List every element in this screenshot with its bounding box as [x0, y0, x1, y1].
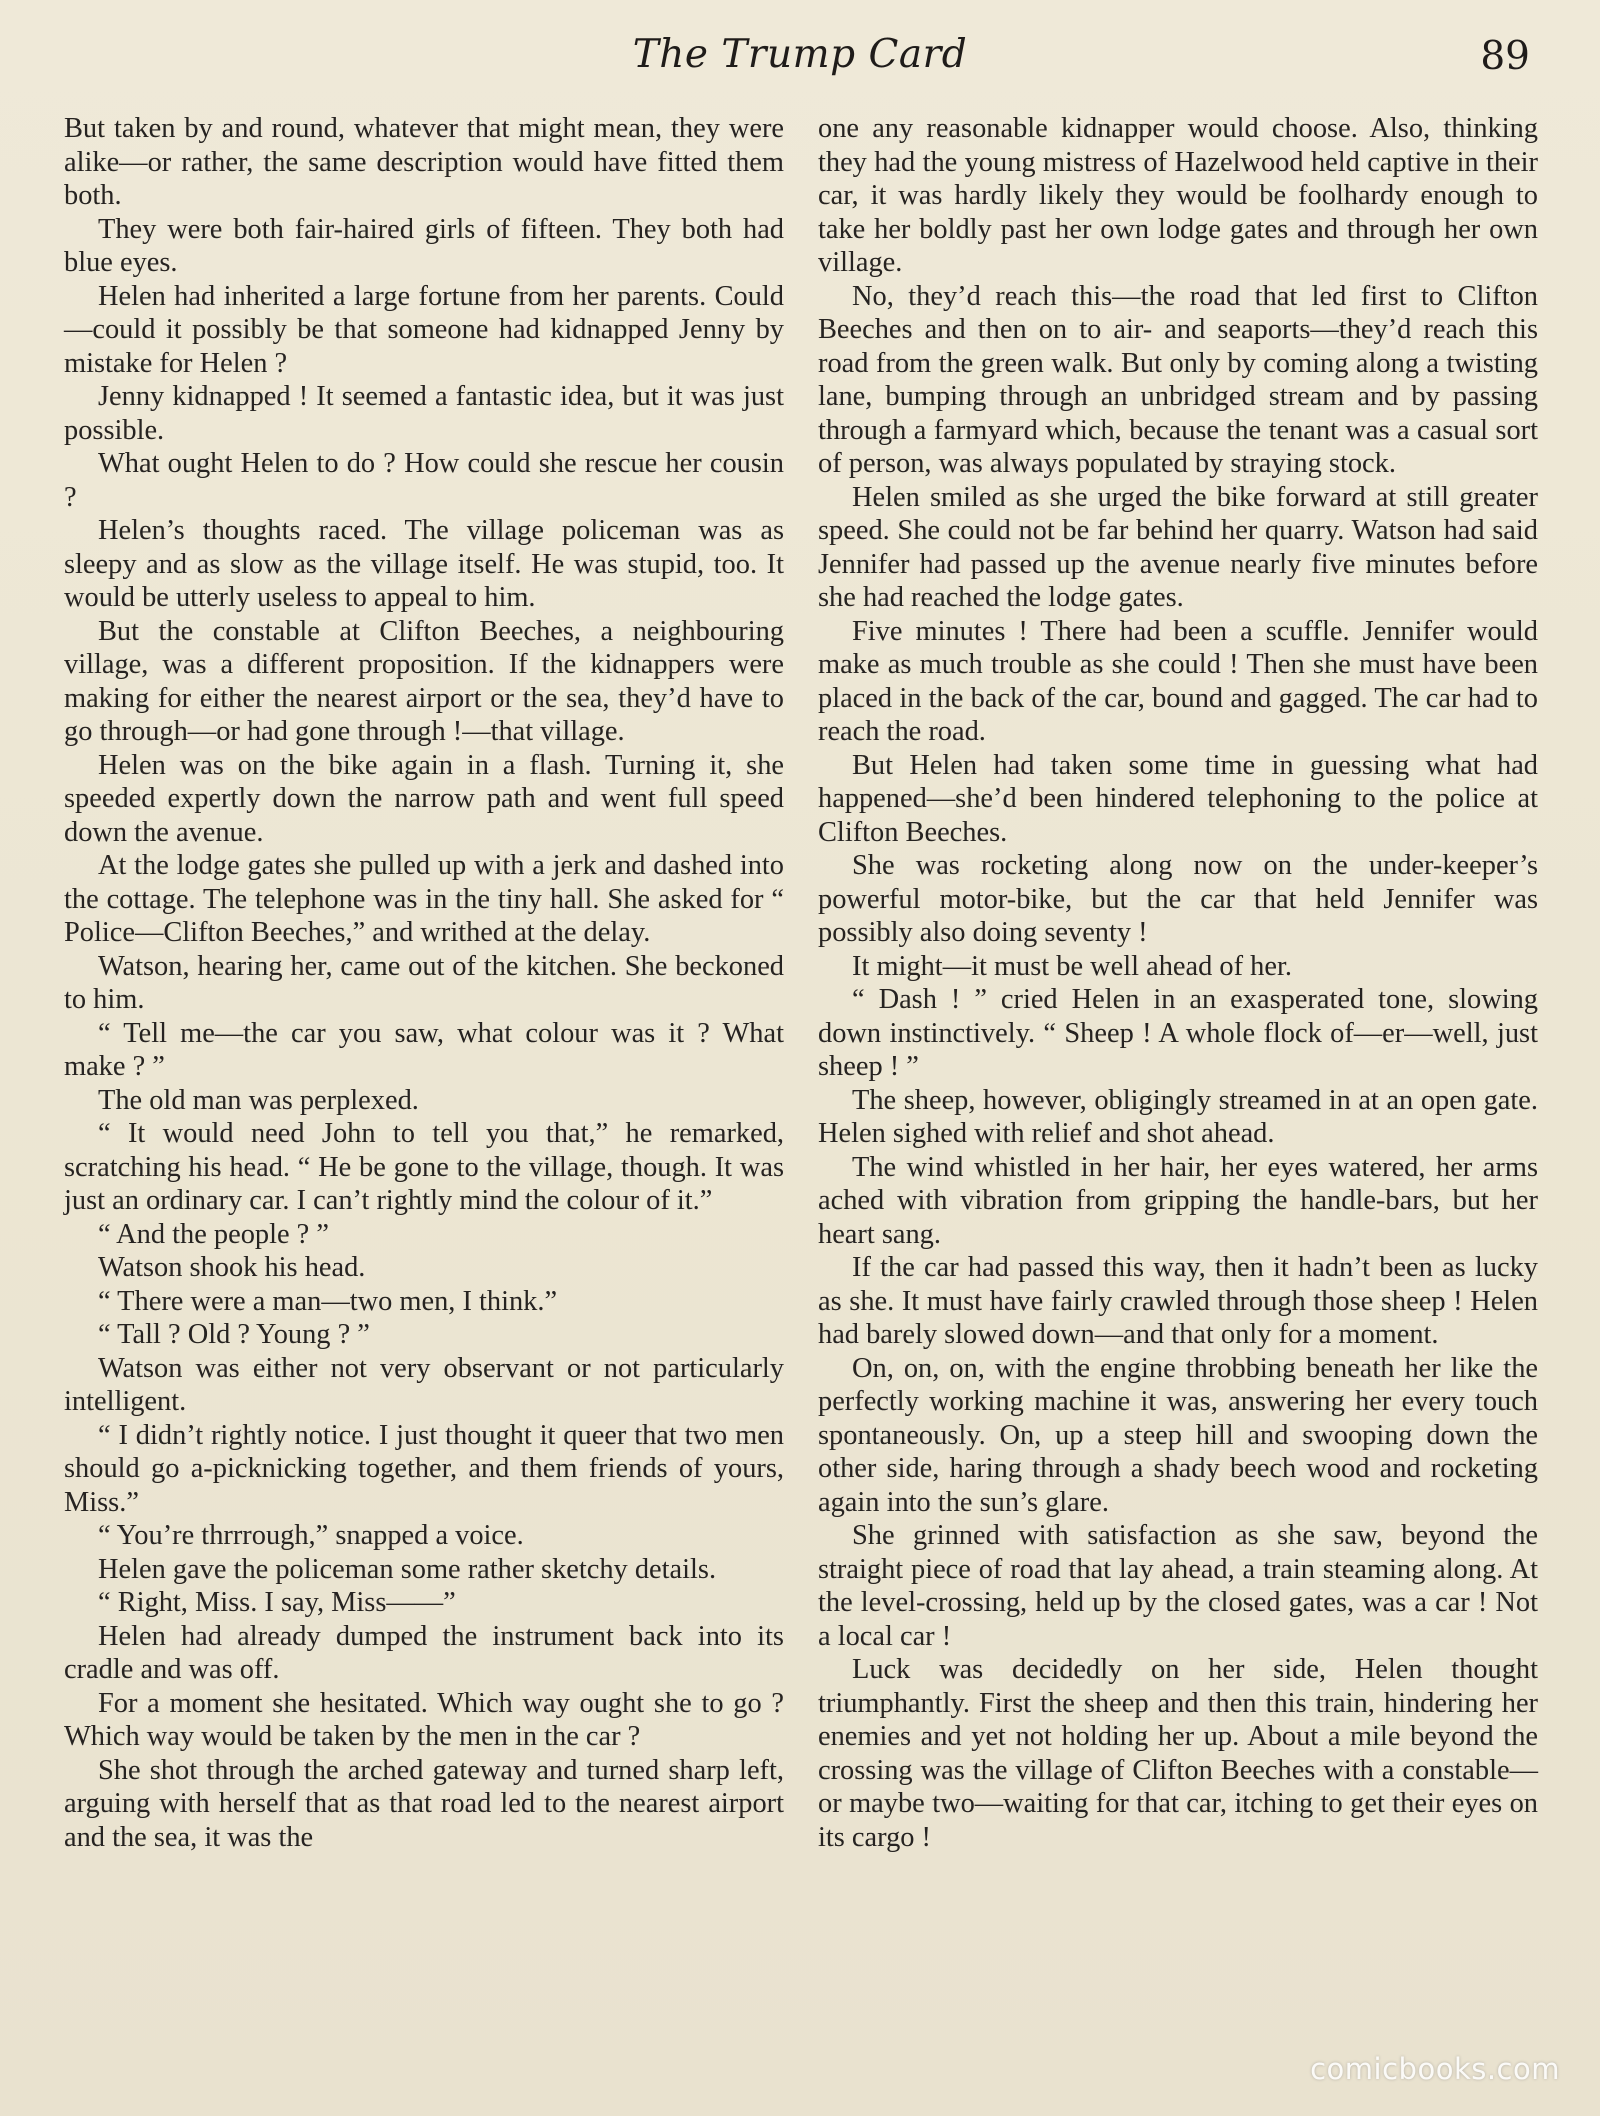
watermark: comicbooks.com [1310, 2052, 1560, 2086]
paragraph: But taken by and round, whatever that might mean, they were alike—or rather, the same description would have fitted them both. [64, 113, 784, 211]
paragraph: Five minutes ! There had been a scuffle. Jennifer would make as much trouble as she could ! Then she must have been placed in the back of the car, bound and gagged. The car had to reach the road. [818, 615, 1538, 747]
paragraph: “ Tall ? Old ? Young ? ” [98, 1319, 370, 1350]
paragraph: At the lodge gates she pulled up with a jerk and dashed into the cottage. The telephone was in the tiny hall. She asked for “ Police—Clifton Beeches,” and writhed at the delay. [64, 850, 784, 948]
left-column [64, 112, 784, 1854]
paragraph: What ought Helen to do ? How could she rescue her cousin ? [64, 448, 784, 513]
paragraph: Helen had inherited a large fortune from her parents. Could—could it possibly be that someone had kidnapped Jenny by mistake for Helen ? [64, 280, 784, 379]
paragraph: “ And the people ? ” [98, 1218, 329, 1250]
paragraph: “ It would need John to tell you that,” he remarked, scratching his head. “ He be gone to the village, though. It was just an ordinary car. I can’t rightly mind the colour of it.” [64, 1118, 784, 1216]
paragraph: Helen smiled as she urged the bike forward at still greater speed. She could not be far behind her quarry. Watson had said Jennifer had passed up the avenue nearly five minutes before she had reached the lodge gates. [818, 481, 1538, 613]
paragraph: The sheep, however, obligingly streamed in at an open gate. Helen sighed with relief and shot ahead. [818, 1084, 1538, 1149]
paragraph: She grinned with satisfaction as she saw, beyond the straight piece of road that lay ahead, a train steaming along. At the level-crossing, held up by the closed gates, was a car ! Not a local car ! [818, 1520, 1538, 1652]
paragraph: She was rocketing along now on the under-keeper’s powerful motor-bike, but the car that held Jennifer was possibly also doing seventy ! [818, 850, 1538, 948]
paragraph: Luck was decidedly on her side, Helen thought triumphantly. First the sheep and then this train, hindering her enemies and yet not holding her up. About a mile beyond the crossing was the village of Clifton Beeches with a constable—or maybe two—waiting for that car, itching to get their eyes on its cargo ! [818, 1654, 1538, 1853]
paragraph: It might—it must be well ahead of her. [852, 950, 1292, 982]
paragraph: “ Tell me—the car you saw, what colour was it ? What make ? ” [64, 1017, 784, 1082]
right-column [818, 112, 1538, 1854]
paragraph: No, they’d reach this—the road that led first to Clifton Beeches and then on to air- and seaports—they’d reach this road from the green walk. But only by coming along a twisting lane, bumping through an unbridged stream and by passing through a farmyard which, because the tenant was a casual sort of person, was always populated by straying stock. [818, 280, 1538, 479]
paragraph: On, on, on, with the engine throbbing beneath her like the perfectly working machine it was, answering her every touch spontaneously. On, up a steep hill and swooping down the other side, haring through a shady beech wood and rocketing again into the sun’s glare. [818, 1352, 1538, 1518]
paragraph: “ Right, Miss. I say, Miss——” [98, 1587, 456, 1618]
paragraph: But the constable at Clifton Beeches, a neighbouring village, was a different proposition. If the kidnappers were making for either the nearest airport or the sea, they’d have to go through—or had gone through !—that village. [64, 615, 784, 747]
paragraph: “ I didn’t rightly notice. I just thought it queer that two men should go a-picknicking together, and them friends of yours, Miss.” [64, 1419, 784, 1518]
paragraph: She shot through the arched gateway and turned sharp left, arguing with herself that as that road led to the nearest airport and the sea, it was the [64, 1754, 784, 1853]
paragraph: Helen’s thoughts raced. The village policeman was as sleepy and as slow as the village itself. He was stupid, too. It would be utterly useless to appeal to him. [64, 515, 784, 613]
paragraph: If the car had passed this way, then it hadn’t been as lucky as she. It must have fairly crawled through those sheep ! Helen had barely slowed down—and that only for a moment. [818, 1252, 1538, 1350]
paragraph: “ There were a man—two men, I think.” [98, 1285, 558, 1317]
paragraph: Jenny kidnapped ! It seemed a fantastic idea, but it was just possible. [64, 381, 784, 446]
paragraph: For a moment she hesitated. Which way ought she to go ? Which way would be taken by the men in the car ? [64, 1687, 784, 1752]
paragraph: Helen had already dumped the instrument back into its cradle and was off. [64, 1620, 784, 1685]
paragraph: The wind whistled in her hair, her eyes watered, her arms ached with vibration from gripping the handle-bars, but her heart sang. [818, 1151, 1538, 1250]
paragraph: “ Dash ! ” cried Helen in an exasperated tone, slowing down instinctively. “ Sheep ! A whole flock of—er—well, just sheep ! ” [818, 984, 1538, 1082]
paragraph: Watson shook his head. [98, 1252, 366, 1283]
running-title: The Trump Card [632, 32, 968, 77]
paragraph: The old man was perplexed. [98, 1084, 419, 1116]
page-number: 89 [1480, 34, 1530, 79]
paragraph: They were both fair-haired girls of fifteen. They both had blue eyes. [64, 213, 784, 278]
paragraph: “ You’re thrrrough,” snapped a voice. [98, 1520, 524, 1551]
paragraph: But Helen had taken some time in guessing what had happened—she’d been hindered telephoning to the police at Clifton Beeches. [818, 749, 1538, 848]
paragraph: Watson, hearing her, came out of the kitchen. She beckoned to him. [64, 950, 784, 1015]
paragraph: Helen gave the policeman some rather sketchy details. [98, 1553, 717, 1585]
paragraph: Helen was on the bike again in a flash. Turning it, she speeded expertly down the narrow path and went full speed down the avenue. [64, 749, 784, 848]
paragraph: Watson was either not very observant or not particularly intelligent. [64, 1352, 784, 1417]
paragraph: one any reasonable kidnapper would choose. Also, thinking they had the young mistress of Hazelwood held captive in their car, it was hardly likely they would be foolhardy enough to take her boldly past her own lodge gates and through her own village. [818, 113, 1538, 278]
